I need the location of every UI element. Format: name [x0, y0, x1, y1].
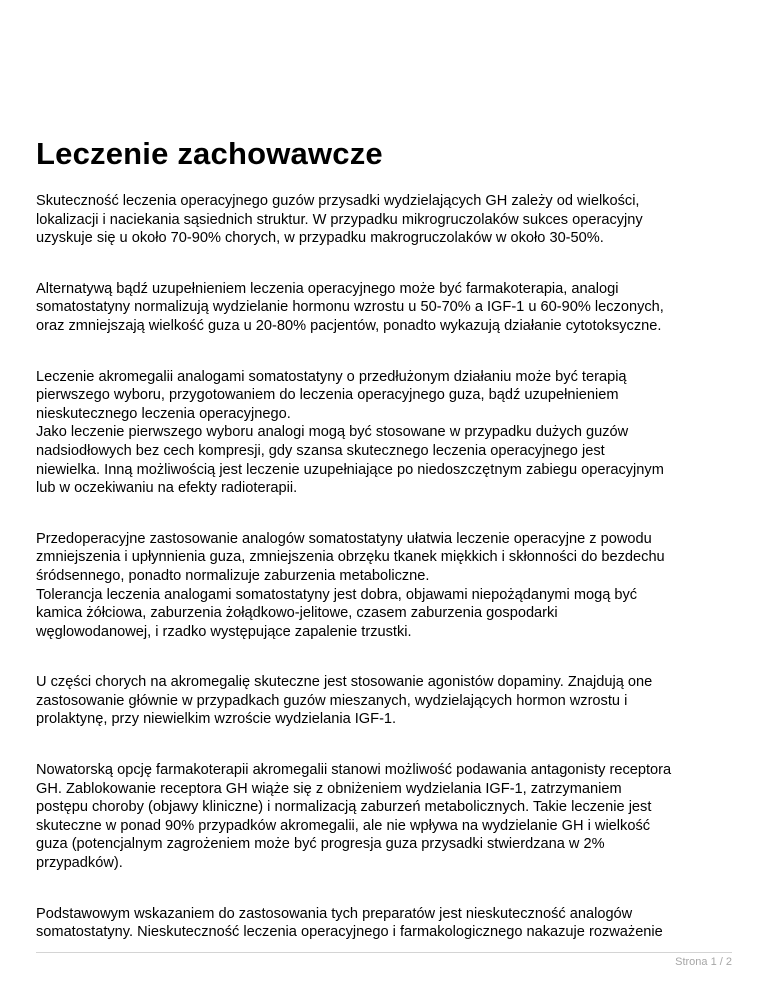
paragraph: Podstawowym wskazaniem do zastosowania tych preparatów jest nieskuteczność analogów somatostatyny. Nieskuteczność leczenia operacyjnego i farmakologicznego nakazuje rozważenie	[36, 905, 663, 941]
paragraph: Alternatywą bądź uzupełnieniem leczenia operacyjnego może być farmakoterapia, analogi somatostatyny normalizują wydzielanie hormonu wzrostu u 50-70% a IGF-1 u 60-90% leczonych, oraz zmniejszają wielkość guza u 20-80% pacjentów, ponadto wykazują działanie cytotoksyczne.	[36, 280, 664, 334]
paragraph: Leczenie akromegalii analogami somatostatyny o przedłużonym działaniu może być terapią pierwszego wyboru, przygotowaniem do leczenia operacyjnego guza, bądź uzupełnieniem nieskutecznego leczenia operacyjnego. Jako leczenie pierwszego wyboru analogi mogą być stosowane w przypadku dużych guzów nadsiodłowych bez cech kompresji, gdy szansa skutecznego leczenia operacyjnego jest niewielka. Inną możliwością jest leczenie uzupełniające po niedoszczętnym zabiegu operacyjnym lub w oczekiwaniu na efekty radioterapii.	[36, 368, 664, 497]
page-number: Strona 1 / 2	[675, 956, 732, 968]
footer-divider	[36, 952, 732, 953]
document-body	[36, 192, 736, 974]
paragraph: U części chorych na akromegalię skuteczne jest stosowanie agonistów dopaminy. Znajdują one zastosowanie głównie w przypadkach guzów mieszanych, wydzielających hormon wzrostu i prolaktynę, przy niewielkim wzroście wydzielania IGF-1.	[36, 674, 653, 728]
page-title: Leczenie zachowawcze	[36, 136, 383, 171]
paragraph: Przedoperacyjne zastosowanie analogów somatostatyny ułatwia leczenie operacyjne z powodu zmniejszenia i upłynnienia guza, zmniejszenia obrzęku tkanek miękkich i skłonności do bezdechu śródsennego, ponadto normalizuje zaburzenia metaboliczne. Tolerancja leczenia analogami somatostatyny jest dobra, objawami niepożądanymi mogą być kamica żółciowa, zaburzenia żołądkowo-jelitowe, czasem zaburzenia gospodarki węglowodanowej, i rzadko występujące zapalenie trzustki.	[36, 530, 665, 640]
paragraph: Skuteczność leczenia operacyjnego guzów przysadki wydzielających GH zależy od wielkości, lokalizacji i naciekania sąsiednich struktur. W przypadku mikrogruczolaków sukces operacyjny uzyskuje się u około 70-90% chorych, w przypadku makrogruczolaków w około 30-50%.	[36, 193, 643, 247]
paragraph: Nowatorską opcję farmakoterapii akromegalii stanowi możliwość podawania antagonisty receptora GH. Zablokowanie receptora GH wiąże się z obniżeniem wydzielania IGF-1, zatrzymaniem postępu choroby (objawy kliniczne) i normalizacją zaburzeń metabolicznych. Takie leczenie jest skuteczne w ponad 90% przypadków akromegalii, ale nie wpływa na wydzielanie GH i wielkość guza (potencjalnym zagrożeniem może być progresja guza przysadki stwierdzana w 2% przypadków).	[36, 762, 672, 872]
